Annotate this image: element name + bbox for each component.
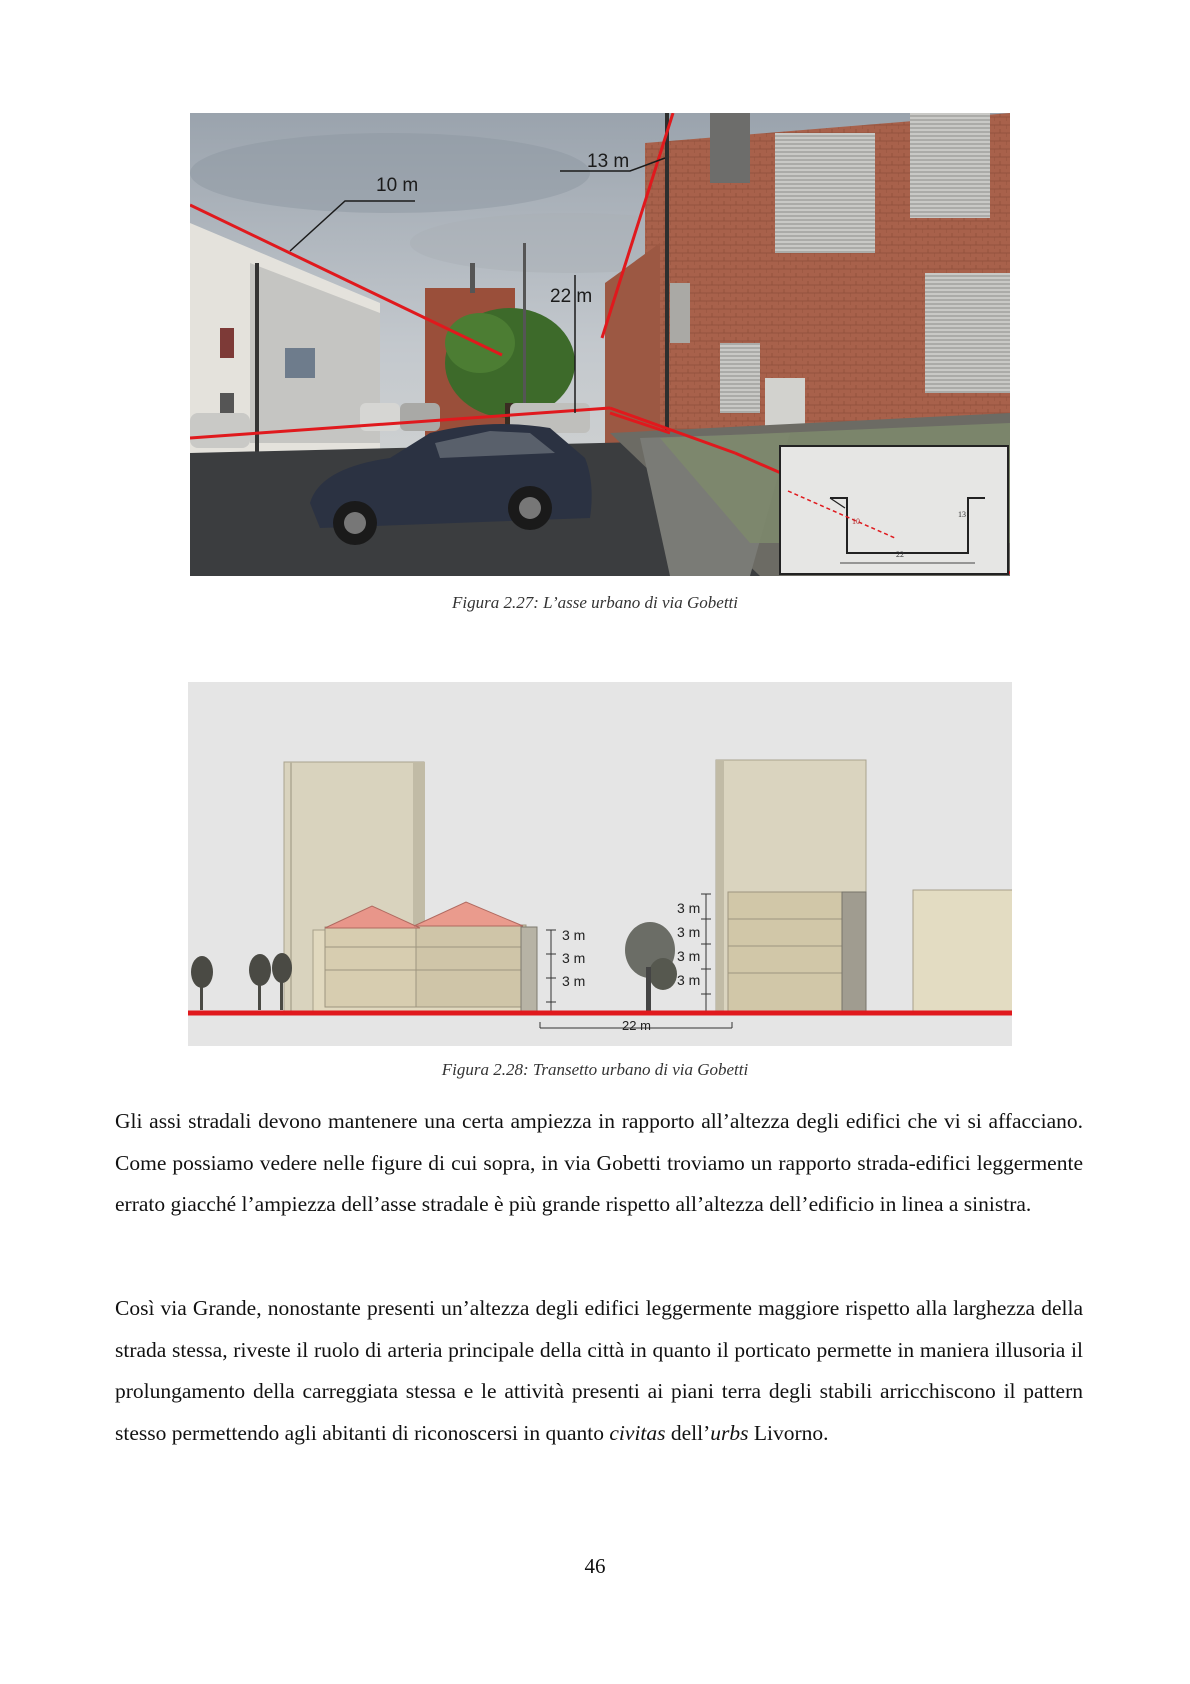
figure-caption-2-28: Figura 2.28: Transetto urbano di via Gobetti <box>441 1060 749 1079</box>
term-civitas: civitas <box>609 1420 666 1445</box>
label-right-height: 13 m <box>587 151 630 172</box>
label-left-height: 10 m <box>376 175 419 196</box>
left-floor-label-1: 3 m <box>562 927 586 943</box>
body-paragraph-1 <box>115 1101 1083 1226</box>
urban-transect-drawing <box>188 682 1012 1046</box>
section-inset <box>780 446 1008 574</box>
body-paragraph-2 <box>115 1288 1083 1454</box>
left-floor-label-2: 3 m <box>562 950 586 966</box>
label-street-width: 22 m <box>550 286 593 307</box>
street-photo-figure <box>190 113 1010 576</box>
paragraph-text <box>115 1288 1083 1454</box>
street-photo <box>190 113 1010 576</box>
right-floor-label-1: 3 m <box>677 900 701 916</box>
paragraph-part-2: dell’ <box>665 1420 711 1445</box>
inset-label-left: 10 <box>852 517 860 526</box>
left-floor-label-3: 3 m <box>562 973 586 989</box>
figure-caption-2-27: Figura 2.27: L’asse urbano di via Gobetti <box>452 593 738 612</box>
urban-transect-figure <box>188 682 1012 1046</box>
paragraph-part-1: Così via Grande, nonostante presenti un’altezza degli edifici leggermente maggiore rispetto alla larghezza della strada stessa, riveste il ruolo di arteria principale della città in quanto il porticato permette in maniera illusoria il prolungamento della carreggiata stessa e le attività presenti ai piani terra degli stabili arricchiscono il pattern stesso permettendo agli abitanti di riconoscersi in quanto <box>115 1296 1083 1445</box>
right-floor-label-2: 3 m <box>677 924 701 940</box>
inset-label-right: 13 <box>958 510 966 519</box>
page-number: 46 <box>584 1554 606 1578</box>
right-floor-label-4: 3 m <box>677 972 701 988</box>
inset-label-width: 22 <box>896 550 904 559</box>
paragraph-part-3: Livorno. <box>748 1420 829 1445</box>
term-urbs: urbs <box>710 1420 749 1445</box>
street-width-label: 22 m <box>622 1018 651 1033</box>
paragraph-text: Gli assi stradali devono mantenere una certa ampiezza in rapporto all’altezza degli edifici che vi si affacciano. Come possiamo vedere nelle figure di cui sopra, in via Gobetti troviamo un rapporto strada-edifici leggermente errato giacché l’ampiezza dell’asse stradale è più grande rispetto all’altezza dell’edificio in linea a sinistra. <box>115 1109 1083 1216</box>
right-floor-label-3: 3 m <box>677 948 701 964</box>
